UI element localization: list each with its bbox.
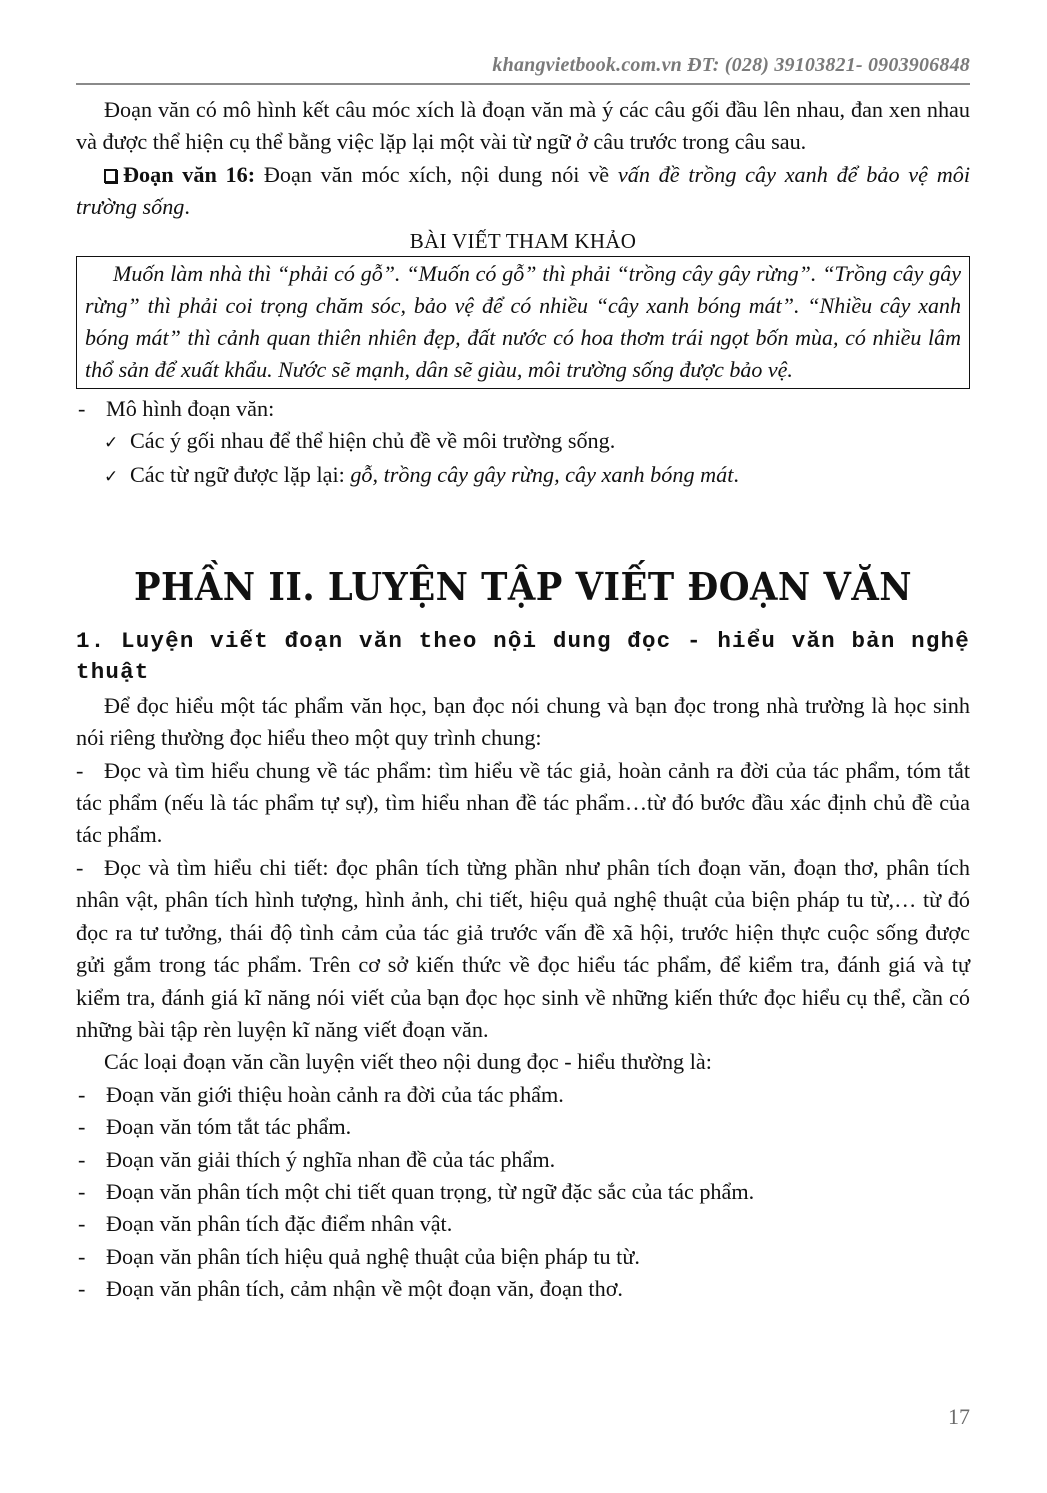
model-item: [76, 425, 970, 459]
list-item: [76, 1176, 970, 1208]
model-item-lead: Các từ ngữ được lặp lại:: [130, 462, 351, 488]
model-heading: [76, 393, 970, 425]
model-item-text: [130, 459, 739, 491]
exercise-heading: [76, 159, 970, 224]
list-item: [76, 1111, 970, 1143]
list-item-text: Đoạn văn phân tích một chi tiết quan trọng, từ ngữ đặc sắc của tác phẩm.: [106, 1178, 755, 1204]
list-item-text: Đoạn văn phân tích đặc điểm nhân vật.: [106, 1211, 453, 1237]
dash-bullet: -: [78, 1146, 86, 1172]
types-list: [76, 1079, 970, 1306]
checkmark-icon: ✓: [104, 467, 119, 488]
list-item-text: Đoạn văn giới thiệu hoàn cảnh ra đời của tác phẩm.: [106, 1081, 564, 1107]
dash-bullet: -: [78, 1081, 86, 1107]
reference-text: Muốn làm nhà thì “phải có gỗ”. “Muốn có gỗ” thì phải “trồng cây gây rừng”. “Trồng cây gây rừng” thì phải coi trọng chăm sóc, bảo vệ để có nhiều “cây xanh bóng mát”. “Nhiều cây xanh bóng mát” thì cảnh quan thiên nhiên đẹp, đất nước có hoa thơm trái ngọt bốn mùa, có nhiều lâm thổ sản để xuất khẩu. Nước sẽ mạnh, dân sẽ giàu, môi trường sống được bảo vệ.: [85, 260, 961, 382]
dash-bullet: -: [76, 757, 84, 783]
page-number: 17: [948, 1404, 970, 1429]
page-header: khangvietbook.com.vn ĐT: (028) 39103821- 0903906848: [76, 54, 970, 85]
model-item-words: gỗ, trồng cây gây rừng, cây xanh bóng mát: [350, 462, 734, 488]
step-text: Đọc và tìm hiểu chi tiết: đọc phân tích từng phần như phân tích đoạn văn, đoạn thơ, phân tích nhân vật, phân tích hình tượng, hình ảnh, chi tiết, hiệu quả nghệ thuật của biện pháp tu từ,… từ đó đọc ra tư tưởng, thái độ tình cảm của tác giả trước vấn đề xã hội, trước hiện thực cuộc sống được gửi gắm trong tác phẩm. Trên cơ sở kiến thức về đọc hiểu tác phẩm, để kiểm tra, đánh giá và tự kiểm tra, đánh giá kĩ năng nói viết của bạn đọc học sinh về những kiến thức đọc hiểu cụ thể, cần có những bài tập rèn luyện kĩ năng viết đoạn văn.: [76, 854, 970, 1042]
dash-bullet: -: [78, 1243, 86, 1269]
exercise-description: Đoạn văn móc xích, nội dung nói về: [255, 161, 618, 187]
list-item: [76, 1241, 970, 1273]
page-content: [76, 94, 970, 1306]
dash-bullet: -: [76, 854, 84, 880]
exercise-end: .: [184, 194, 190, 220]
reference-box: [76, 256, 970, 389]
step-paragraph: [76, 755, 970, 852]
step-paragraph: [76, 852, 970, 1046]
intro-paragraph: Đoạn văn có mô hình kết câu móc xích là đoạn văn mà ý các câu gối đầu lên nhau, đan xen nhau và được thể hiện cụ thể bằng việc lặp lại một vài từ ngữ ở câu trước trong câu sau.: [76, 97, 970, 155]
dash-bullet: -: [78, 1178, 86, 1204]
dash-bullet: -: [78, 1114, 86, 1140]
exercise-colon: :: [247, 161, 256, 187]
step-text: Đọc và tìm hiểu chung về tác phẩm: tìm hiểu về tác giả, hoàn cảnh ra đời của tác phẩm, tóm tắt tác phẩm (nếu là tác phẩm tự sự), tìm hiểu nhan đề tác phẩm…từ đó bước đầu xác định chủ đề của tác phẩm.: [76, 757, 970, 848]
section-title: 1. Luyện viết đoạn văn theo nội dung đọc - hiểu văn bản nghệ thuật: [76, 627, 970, 685]
list-item: [76, 1144, 970, 1176]
model-item: [76, 459, 970, 493]
types-intro: Các loại đoạn văn cần luyện viết theo nội dung đọc - hiểu thường là:: [104, 1049, 712, 1075]
model-item-text: Các ý gối nhau để thể hiện chủ đề về môi trường sống.: [130, 428, 616, 454]
list-item: [76, 1208, 970, 1240]
list-item-text: Đoạn văn phân tích hiệu quả nghệ thuật của biện pháp tu từ.: [106, 1243, 640, 1269]
list-item-text: Đoạn văn phân tích, cảm nhận về một đoạn văn, đoạn thơ.: [106, 1276, 623, 1302]
reference-title: BÀI VIẾT THAM KHẢO: [409, 228, 637, 253]
list-item: [76, 1273, 970, 1305]
dash-bullet: -: [78, 395, 86, 421]
list-item: [76, 1079, 970, 1111]
model-item-end: .: [733, 462, 739, 488]
list-item-text: Đoạn văn giải thích ý nghĩa nhan đề của tác phẩm.: [106, 1146, 556, 1172]
checkbox-square-icon: [104, 169, 117, 183]
checkmark-icon: ✓: [104, 433, 119, 454]
exercise-topic: vấn đề trồng cây xanh để bảo vệ môi trường sống: [76, 161, 971, 220]
part-title: PHẦN II. LUYỆN TẬP VIẾT ĐOẠN VĂN: [134, 563, 912, 609]
dash-bullet: -: [78, 1211, 86, 1237]
model-label: Mô hình đoạn văn:: [106, 395, 275, 421]
dash-bullet: -: [78, 1276, 86, 1302]
section-intro: Để đọc hiểu một tác phẩm văn học, bạn đọc nói chung và bạn đọc trong nhà trường là học sinh nói riêng thường đọc hiểu theo một quy trình chung:: [76, 692, 970, 751]
exercise-label: Đoạn văn 16: [123, 161, 248, 187]
list-item-text: Đoạn văn tóm tắt tác phẩm.: [106, 1114, 352, 1140]
